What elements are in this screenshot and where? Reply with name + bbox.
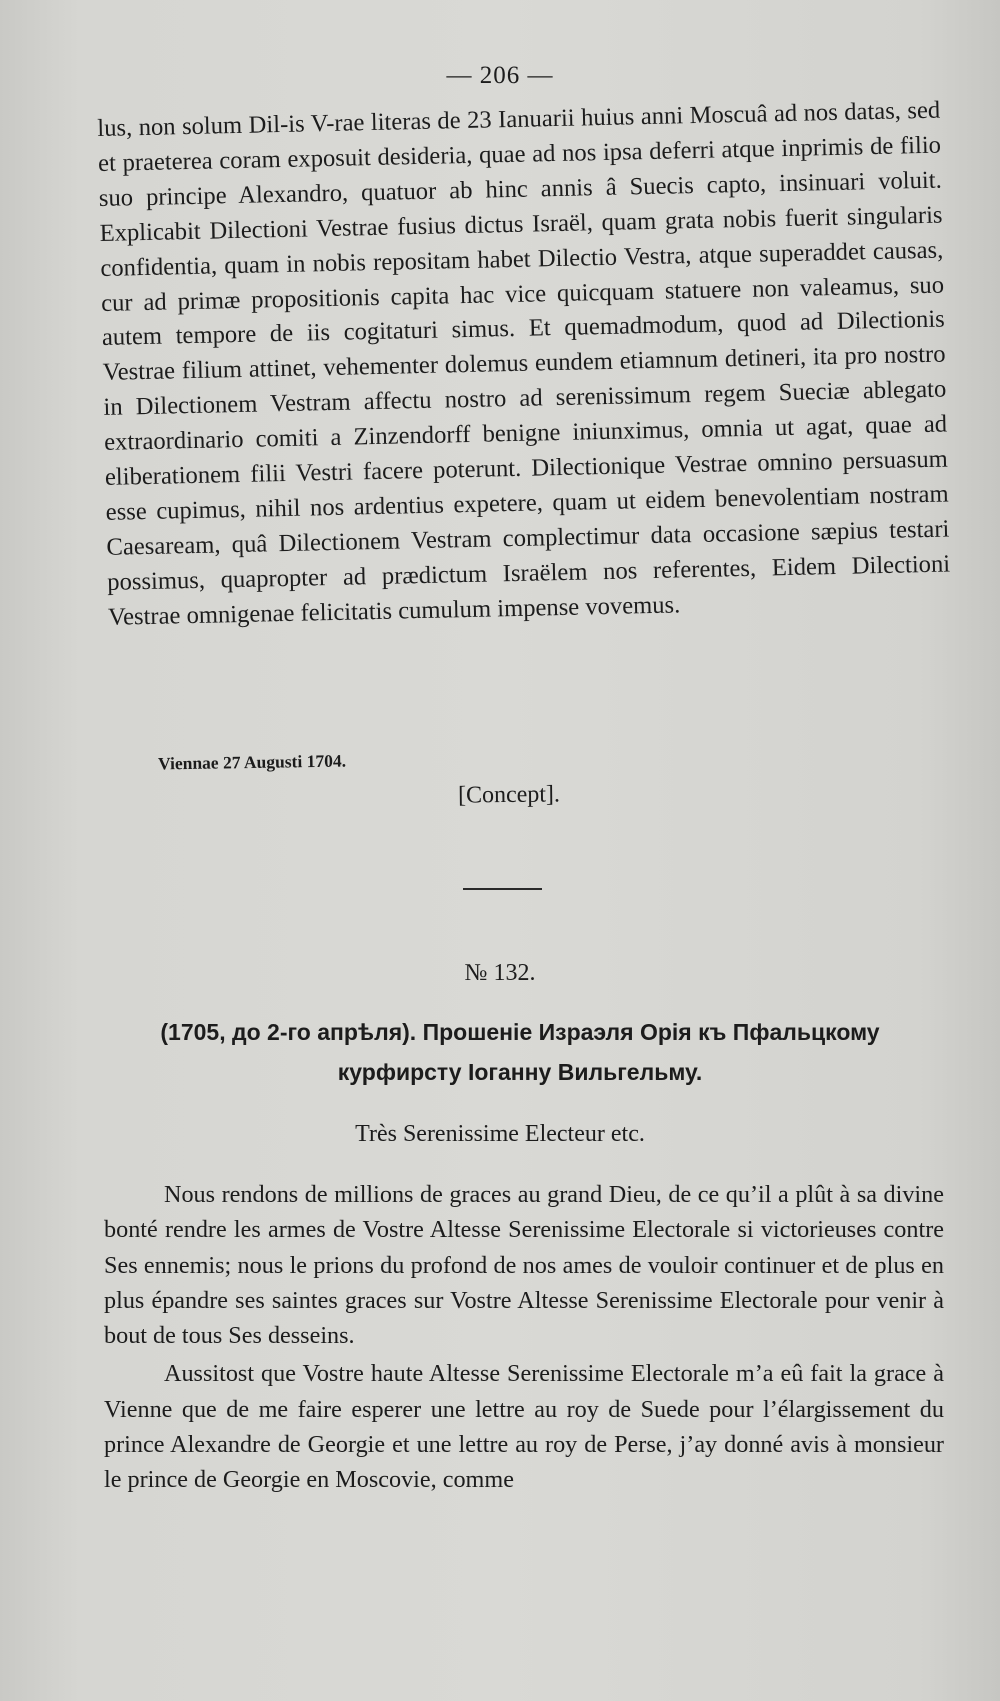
dateline: Viennae 27 Augusti 1704. bbox=[157, 750, 347, 774]
concept-note: [Concept]. bbox=[457, 781, 561, 809]
document-number: № 132. bbox=[464, 960, 536, 986]
salutation: Très Serenissime Electeur etc. bbox=[355, 1121, 645, 1147]
latin-paragraph: lus, non solum Dil-is V-rae literas de 23 Ianuarii huius anni Moscuâ ad nos datas, sed et praeterea coram exposuit desideria, quae ad nos ipsa deferri atque inprimis de filio suo principe Alexandro, quatuor ab hinc annis â Suecis capto, insinuari voluit. Explicabit Dilectioni Vestrae fusius dictus Israël, quam grata nobis fuerit singularis confidentia, quam in nobis repositam habet Dilectio Vestra, atque superaddet causas, cur ad primæ propositionis capita hac vice quicquam statuere non valeamus, suo autem tempore de iis cogitaturi simus. Et quemadmodum, quod ad Dilectionis Vestrae filium attinet, vehementer dolemus eundem etiamnum detineri, ita pro nostro in Dilectionem Vestram affectu nostro ad serenissimum regem Sueciæ ablegato extraordinario comiti a Zinzendorff benigne iniunximus, omnia ut agat, quae ad eliberationem filii Vestri facere poterunt. Dilectionique Vestrae omnino persuasum esse cupimus, nihil nos ardentius expetere, quam ut eidem benevolentiam nostram Caesaream, quâ Dilectionem Vestram complectimur data occasione sæpius testari possimus, quapropter ad prædictum Israëlem nos referentes, Eidem Dilectioni Vestrae omnigenae felicitatis cumulum impense vovemus. bbox=[97, 96, 951, 631]
french-letter-text bbox=[104, 1177, 944, 1501]
page-number: — 206 — bbox=[446, 62, 554, 89]
section-divider bbox=[463, 888, 542, 890]
latin-letter-text bbox=[97, 94, 951, 636]
french-paragraph-2: Aussitost que Vostre haute Altesse Serenissime Electorale m’a eû fait la grace à Vienne que de me faire esperer une lettre au roy de Suede pour l’élargissement du prince Alexandre de Georgie et une lettre au roy de Perse, j’ay donné avis à monsieur le prince de Georgie en Moscovie, comme bbox=[104, 1360, 944, 1494]
french-paragraph-1: Nous rendons de millions de graces au grand Dieu, de ce qu’il a plût à sa divine bonté rendre les armes de Vostre Altesse Serenissime Electorale si victorieuses contre Ses ennemis; nous le prions du profond de nos ames de vouloir continuer et de plus en plus épandre ses saintes graces sur Vostre Altesse Serenissime Electorale pour venir à bout de tous Ses desseins. bbox=[104, 1181, 944, 1350]
document-heading: (1705, до 2-го апрѣля). Прошеніе Израэля Орія къ Пфальцкому курфирсту Іоганну Вильгельму. bbox=[160, 1019, 880, 1085]
